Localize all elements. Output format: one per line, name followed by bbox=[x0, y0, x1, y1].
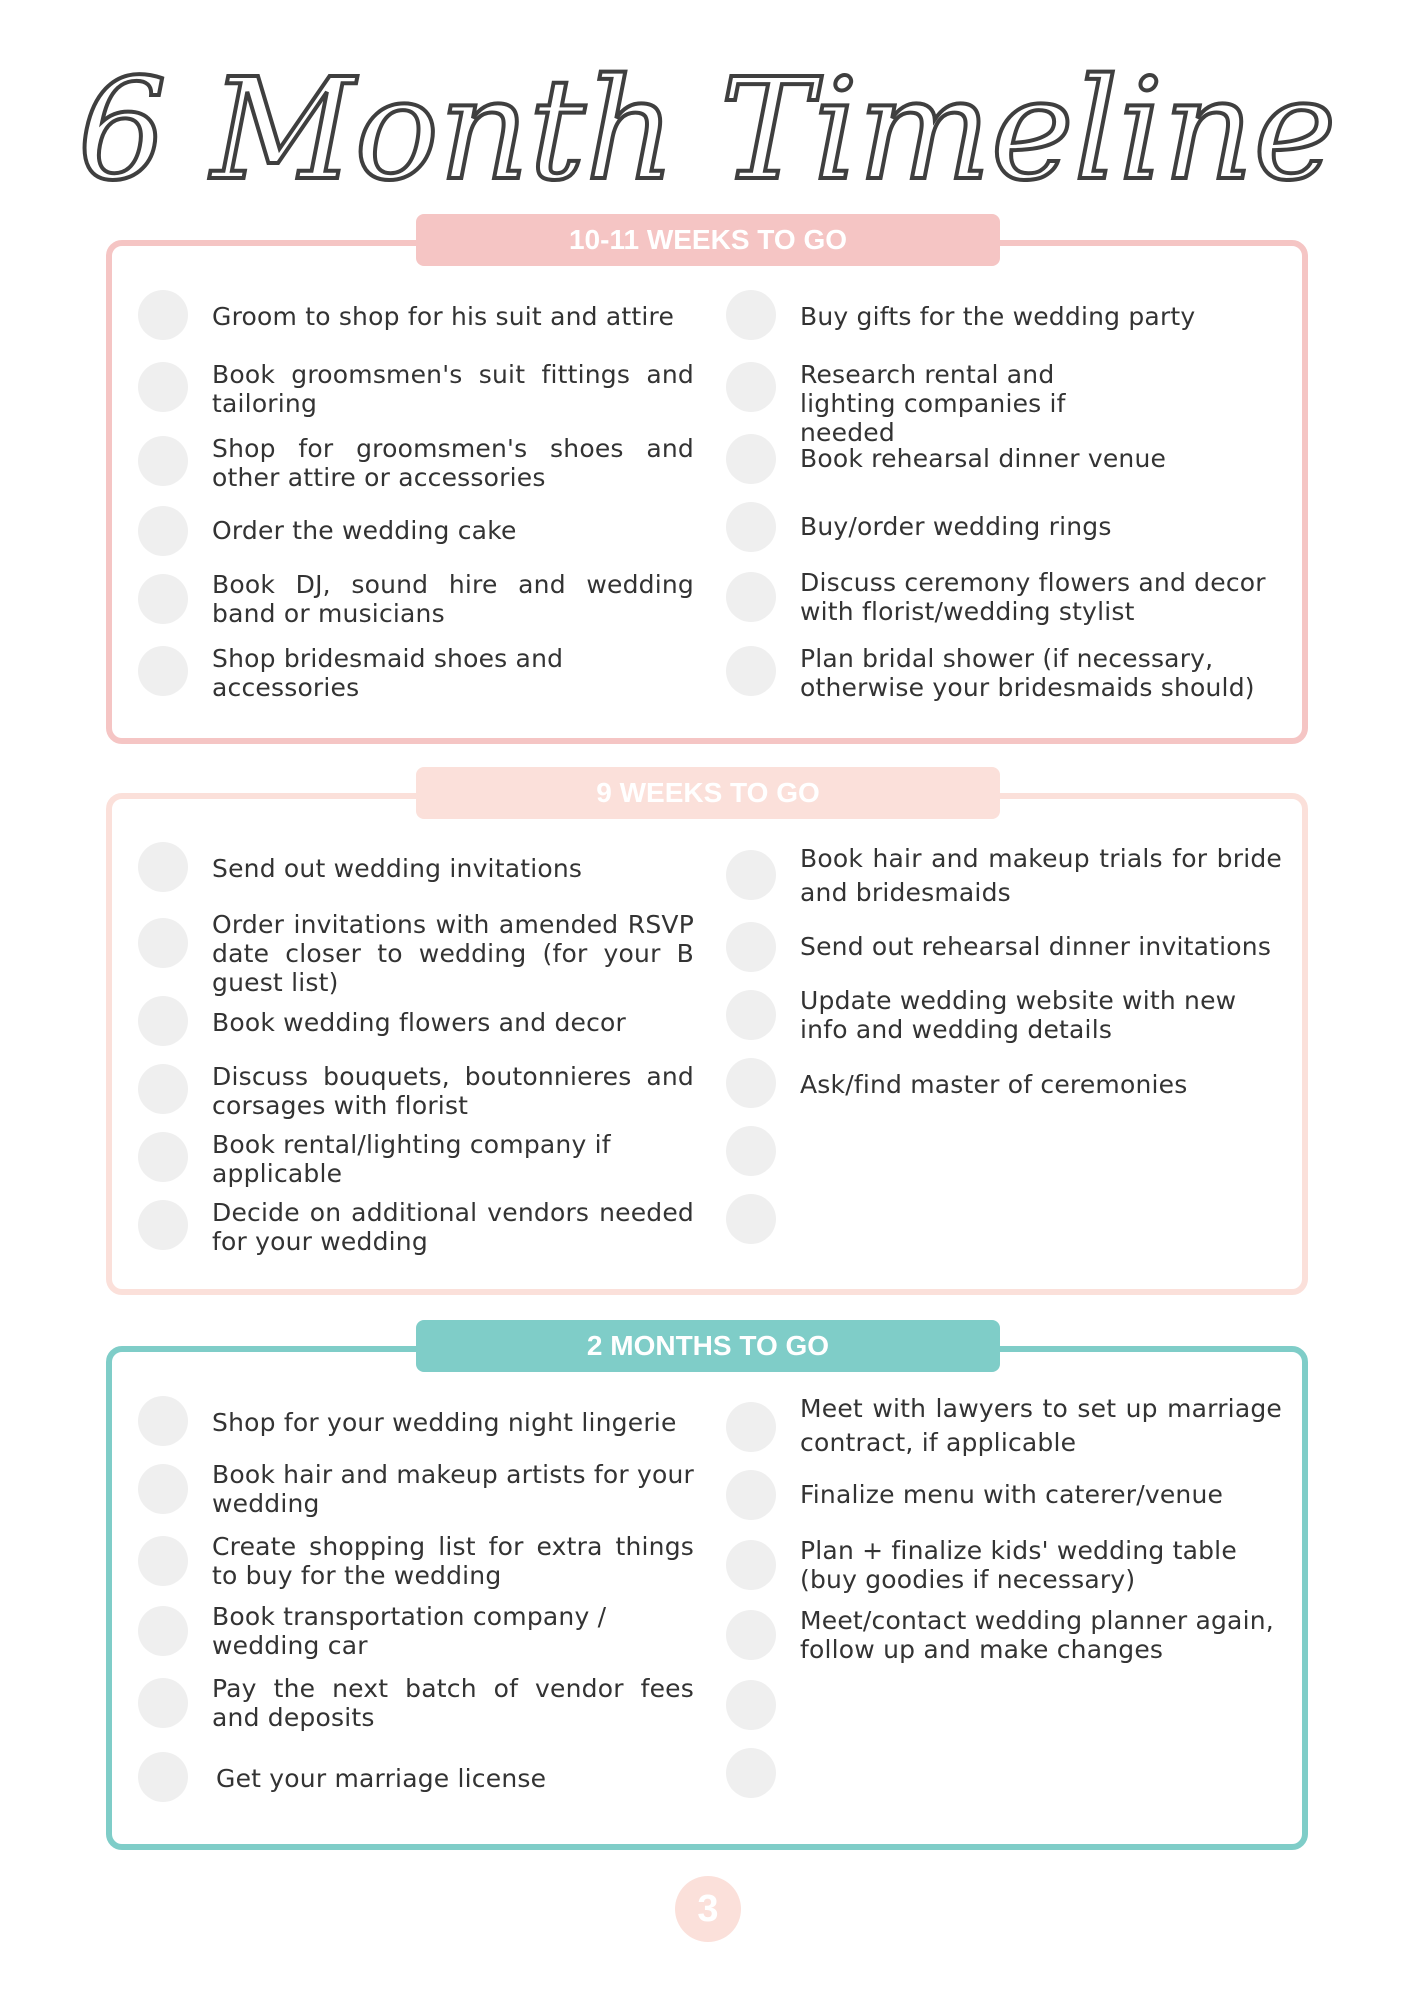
checkbox-circle[interactable] bbox=[726, 850, 776, 900]
checkbox-circle[interactable] bbox=[726, 1402, 776, 1452]
item-label: Research rental and lighting companies if needed bbox=[800, 360, 1066, 447]
checkbox-circle[interactable] bbox=[138, 362, 188, 412]
checkbox-circle[interactable] bbox=[726, 1126, 776, 1176]
checkbox-circle[interactable] bbox=[138, 290, 188, 340]
item-label: Send out wedding invitations bbox=[212, 854, 583, 883]
item-label: Pay the next batch of vendor fees and deposits bbox=[212, 1674, 694, 1732]
item-label: Finalize menu with caterer/venue bbox=[800, 1480, 1224, 1509]
item-label: Book transportation company / wedding car bbox=[212, 1602, 607, 1660]
item-label: Buy/order wedding rings bbox=[800, 512, 1112, 541]
checkbox-circle[interactable] bbox=[726, 1540, 776, 1590]
checkbox-circle[interactable] bbox=[726, 362, 776, 412]
item-label: Shop for groomsmen's shoes and other attire or accessories bbox=[212, 434, 694, 492]
checkbox-circle[interactable] bbox=[138, 1464, 188, 1514]
page-title-text: 6 Month Timeline bbox=[77, 49, 1337, 212]
checkbox-circle[interactable] bbox=[138, 1132, 188, 1182]
checkbox-circle[interactable] bbox=[726, 502, 776, 552]
checkbox-circle[interactable] bbox=[726, 922, 776, 972]
item-label: Book rental/lighting company if applicable bbox=[212, 1130, 611, 1188]
checkbox-circle[interactable] bbox=[138, 574, 188, 624]
section-header: 2 MONTHS TO GO bbox=[416, 1320, 1000, 1372]
item-label: Discuss ceremony flowers and decor with florist/wedding stylist bbox=[800, 568, 1266, 626]
item-label: Order invitations with amended RSVP date closer to wedding (for your B guest list) bbox=[212, 910, 694, 997]
checkbox-circle[interactable] bbox=[138, 1200, 188, 1250]
checkbox-circle[interactable] bbox=[726, 1058, 776, 1108]
page-title bbox=[0, 28, 1414, 228]
item-label: Send out rehearsal dinner invitations bbox=[800, 932, 1272, 961]
item-label: Shop bridesmaid shoes and accessories bbox=[212, 644, 564, 702]
checkbox-circle[interactable] bbox=[726, 1748, 776, 1798]
page-number: 3 bbox=[675, 1876, 741, 1942]
item-label: Decide on additional vendors needed for your wedding bbox=[212, 1198, 694, 1256]
item-label: Groom to shop for his suit and attire bbox=[212, 302, 675, 331]
checkbox-circle[interactable] bbox=[726, 1610, 776, 1660]
item-label: Discuss bouquets, boutonnieres and corsages with florist bbox=[212, 1062, 694, 1120]
item-label: Book hair and makeup trials for bride and bridesmaids bbox=[800, 844, 1282, 907]
item-label: Book rehearsal dinner venue bbox=[800, 444, 1167, 473]
item-label: Book hair and makeup artists for your wedding bbox=[212, 1460, 694, 1518]
checkbox-circle[interactable] bbox=[138, 1752, 188, 1802]
checkbox-circle[interactable] bbox=[726, 1470, 776, 1520]
checkbox-circle[interactable] bbox=[138, 436, 188, 486]
checkbox-circle[interactable] bbox=[138, 506, 188, 556]
item-label: Shop for your wedding night lingerie bbox=[212, 1408, 677, 1437]
checkbox-circle[interactable] bbox=[138, 1396, 188, 1446]
section-header: 9 WEEKS TO GO bbox=[416, 767, 1000, 819]
item-label: Plan + finalize kids' wedding table (buy goodies if necessary) bbox=[800, 1536, 1237, 1594]
checkbox-circle[interactable] bbox=[138, 1064, 188, 1114]
checkbox-circle[interactable] bbox=[138, 996, 188, 1046]
checkbox-circle[interactable] bbox=[138, 646, 188, 696]
item-label: Book DJ, sound hire and wedding band or musicians bbox=[212, 570, 694, 628]
item-label: Create shopping list for extra things to buy for the wedding bbox=[212, 1532, 694, 1590]
item-label: Book groomsmen's suit fittings and tailoring bbox=[212, 360, 694, 418]
checkbox-circle[interactable] bbox=[726, 1194, 776, 1244]
item-label: Book wedding flowers and decor bbox=[212, 1008, 627, 1037]
checkbox-circle[interactable] bbox=[138, 918, 188, 968]
checkbox-circle[interactable] bbox=[138, 842, 188, 892]
checkbox-circle[interactable] bbox=[726, 646, 776, 696]
checkbox-circle[interactable] bbox=[726, 290, 776, 340]
item-label: Plan bridal shower (if necessary, otherwise your bridesmaids should) bbox=[800, 644, 1255, 702]
checkbox-circle[interactable] bbox=[726, 990, 776, 1040]
item-label: Update wedding website with new info and wedding details bbox=[800, 986, 1237, 1044]
checkbox-circle[interactable] bbox=[726, 1680, 776, 1730]
checkbox-circle[interactable] bbox=[138, 1678, 188, 1728]
checkbox-circle[interactable] bbox=[138, 1536, 188, 1586]
checkbox-circle[interactable] bbox=[726, 572, 776, 622]
checkbox-circle[interactable] bbox=[138, 1606, 188, 1656]
item-label: Meet with lawyers to set up marriage contract, if applicable bbox=[800, 1394, 1282, 1457]
item-label: Buy gifts for the wedding party bbox=[800, 302, 1196, 331]
checkbox-circle[interactable] bbox=[726, 434, 776, 484]
section-header: 10-11 WEEKS TO GO bbox=[416, 214, 1000, 266]
item-label: Ask/find master of ceremonies bbox=[800, 1070, 1188, 1099]
item-label: Meet/contact wedding planner again, follow up and make changes bbox=[800, 1606, 1274, 1664]
item-label: Order the wedding cake bbox=[212, 516, 517, 545]
item-label: Get your marriage license bbox=[216, 1764, 547, 1793]
